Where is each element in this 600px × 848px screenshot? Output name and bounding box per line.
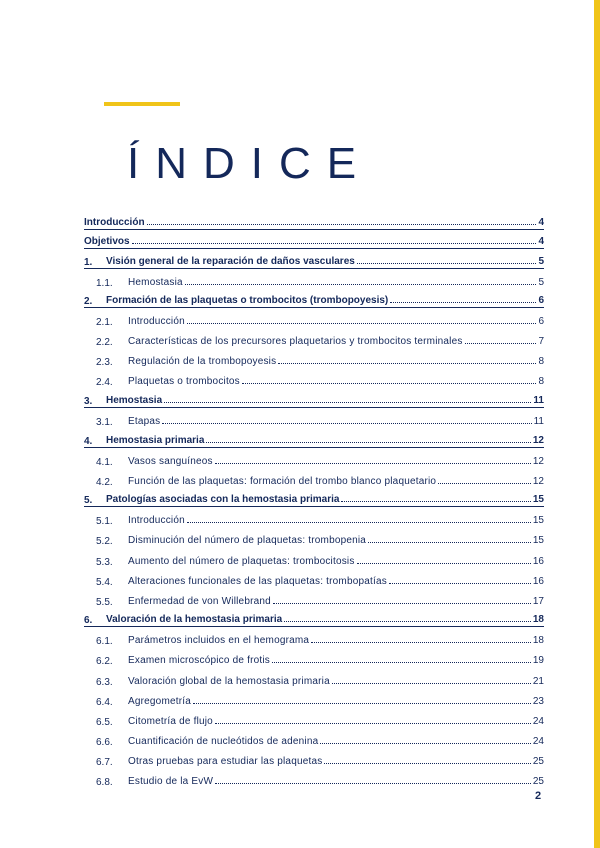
toc-entry-number: 6.5. [96,716,113,728]
toc-dot-leader [193,703,531,704]
toc-entry-page: 8 [538,376,544,388]
toc-entry-title: Hemostasia primaria [106,434,205,446]
toc-section-row[interactable] [84,547,544,567]
toc-entry-page: 17 [532,595,544,607]
table-of-contents [84,210,544,788]
toc-dot-leader [187,522,531,523]
toc-entry-page: 16 [532,575,544,587]
toc-entry-page: 24 [532,735,544,747]
toc-entry-page: 7 [538,336,544,348]
toc-dot-leader [357,563,531,564]
toc-dot-leader [215,783,531,784]
toc-entry-number: 4.2. [96,476,113,488]
toc-dot-leader [162,423,531,424]
toc-section-row[interactable] [84,748,544,768]
toc-dot-leader [389,583,531,584]
toc-section-row[interactable] [84,527,544,547]
toc-chapter-row[interactable] [84,488,544,508]
toc-entry-title: Etapas [128,416,161,428]
toc-entry-number: 3.1. [96,417,113,429]
toc-entry-number: 5.5. [96,596,113,608]
toc-chapter-row[interactable] [84,428,544,448]
toc-entry-number: 6.2. [96,656,113,668]
toc-section-row[interactable] [84,627,544,647]
toc-entry-page: 8 [538,356,544,368]
toc-dot-leader [324,763,530,764]
toc-dot-leader [164,402,531,403]
toc-section-row[interactable] [84,568,544,588]
toc-entry-title: Examen microscópico de frotis [128,655,270,667]
toc-entry-number: 4.1. [96,456,113,468]
toc-dot-leader [438,483,531,484]
toc-dot-leader [278,363,536,364]
toc-entry-page: 24 [532,715,544,727]
toc-entry-page: 21 [532,675,544,687]
toc-dot-leader [215,463,531,464]
toc-entry-page: 16 [532,555,544,567]
toc-entry-title: Agregometría [128,695,191,707]
toc-entry-title: Función de las plaquetas: formación del trombo blanco plaquetario [128,475,437,487]
toc-entry-title: Formación de las plaquetas o trombocitos (trombopoyesis) [106,295,389,307]
toc-entry-title: Hemostasia [128,276,183,288]
toc-entry-page: 15 [532,535,544,547]
toc-entry-page: 11 [533,416,544,428]
page-title: ÍNDICE [127,139,373,188]
toc-entry-number: 2. [84,296,93,308]
toc-section-row[interactable] [84,588,544,608]
toc-section-row[interactable] [84,308,544,328]
toc-entry-number: 5.2. [96,536,113,548]
toc-entry-title: Objetivos [84,236,130,247]
toc-section-row[interactable] [84,507,544,527]
toc-dot-leader [242,383,537,384]
toc-section-row[interactable] [84,768,544,788]
toc-entry-number: 1. [84,256,93,268]
toc-entry-number: 6.8. [96,776,113,788]
toc-entry-page: 11 [533,394,544,406]
toc-entry-title: Introducción [84,216,145,228]
toc-entry-page: 15 [532,494,544,506]
toc-entry-title: Aumento del número de plaquetas: trombocitosis [128,555,355,567]
toc-entry-number: 5.1. [96,516,113,528]
toc-section-row[interactable] [84,448,544,468]
toc-entry-title: Otras pruebas para estudiar las plaquetas [128,755,323,767]
toc-entry-number: 2.2. [96,337,113,349]
toc-entry-number: 6.6. [96,736,113,748]
toc-entry-page: 25 [532,775,544,787]
toc-entry-page: 12 [532,475,544,487]
toc-entry-title: Parámetros incluidos en el hemograma [128,635,310,647]
toc-entry-title: Citometría de flujo [128,715,213,727]
toc-entry-title: Hemostasia [106,394,163,406]
toc-dot-leader [284,621,531,622]
toc-entry-page: 5 [538,255,544,267]
toc-dot-leader [320,743,531,744]
toc-entry-page: 12 [532,434,544,446]
toc-dot-leader [132,243,537,244]
toc-chapter-row[interactable] [84,249,544,269]
toc-entry-title: Vasos sanguíneos [128,455,213,467]
toc-entry-page: 6 [538,295,544,307]
toc-chapter-row[interactable] [84,210,544,230]
toc-entry-number: 1.1. [96,277,113,289]
toc-entry-page: 15 [532,515,544,527]
toc-entry-number: 6.7. [96,756,113,768]
toc-entry-page: 12 [532,455,544,467]
toc-entry-title: Patologías asociadas con la hemostasia primaria [106,494,340,506]
toc-chapter-row[interactable] [84,388,544,408]
toc-dot-leader [332,683,531,684]
toc-entry-title: Estudio de la EvW [128,775,214,787]
toc-entry-number: 2.4. [96,377,113,389]
toc-entry-title: Alteraciones funcionales de las plaquetas: trombopatías [128,575,387,587]
toc-entry-title: Disminución del número de plaquetas: trombopenia [128,535,367,547]
toc-entry-title: Plaquetas o trombocitos [128,376,240,388]
toc-entry-title: Introducción [128,515,185,527]
toc-chapter-row[interactable] [84,608,544,628]
toc-entry-number: 4. [84,435,93,447]
toc-dot-leader [147,224,537,225]
toc-entry-page: 18 [532,614,544,626]
toc-section-row[interactable] [84,368,544,388]
toc-section-row[interactable] [84,269,544,289]
toc-section-row[interactable] [84,468,544,488]
toc-entry-title: Introducción [128,316,185,328]
toc-entry-page: 4 [538,216,544,228]
toc-dot-leader [206,442,530,443]
toc-section-row[interactable] [84,408,544,428]
toc-entry-page: 18 [532,635,544,647]
toc-entry-title: Visión general de la reparación de daños vasculares [106,255,355,267]
toc-section-row[interactable] [84,647,544,667]
toc-section-row[interactable] [84,328,544,348]
toc-entry-number: 3. [84,395,93,407]
toc-section-row[interactable] [84,728,544,748]
toc-dot-leader [341,501,530,502]
side-accent-bar [594,0,600,848]
toc-dot-leader [465,343,537,344]
toc-dot-leader [311,642,531,643]
toc-entry-page: 25 [532,755,544,767]
toc-dot-leader [187,323,537,324]
toc-entry-number: 6.3. [96,676,113,688]
toc-chapter-row[interactable] [84,230,544,250]
toc-dot-leader [390,302,536,303]
toc-section-row[interactable] [84,708,544,728]
toc-entry-page: 6 [538,316,544,328]
toc-dot-leader [357,263,537,264]
toc-entry-title: Valoración global de la hemostasia primaria [128,675,330,687]
toc-dot-leader [272,662,531,663]
toc-entry-number: 5.3. [96,556,113,568]
toc-entry-number: 5. [84,495,93,507]
toc-entry-title: Cuantificación de nucleótidos de adenina [128,735,319,747]
toc-entry-title: Valoración de la hemostasia primaria [106,614,283,626]
toc-dot-leader [185,284,537,285]
toc-entry-number: 2.1. [96,317,113,329]
toc-section-row[interactable] [84,348,544,368]
toc-dot-leader [273,603,531,604]
toc-chapter-row[interactable] [84,289,544,309]
toc-section-row[interactable] [84,667,544,687]
toc-entry-page: 4 [538,236,544,247]
title-accent-line [104,102,180,106]
toc-section-row[interactable] [84,688,544,708]
toc-dot-leader [368,542,531,543]
toc-entry-number: 5.4. [96,576,113,588]
toc-entry-number: 6.4. [96,696,113,708]
toc-entry-page: 5 [538,276,544,288]
toc-entry-title: Enfermedad de von Willebrand [128,595,271,607]
toc-entry-page: 19 [532,655,544,667]
toc-entry-title: Regulación de la trombopoyesis [128,356,277,368]
toc-entry-title: Características de los precursores plaquetarios y trombocitos terminales [128,336,463,348]
page-number: 2 [535,790,542,802]
toc-entry-page: 23 [532,695,544,707]
toc-entry-number: 6. [84,615,93,627]
toc-dot-leader [215,723,531,724]
toc-entry-number: 2.3. [96,357,113,369]
toc-entry-number: 6.1. [96,636,113,648]
